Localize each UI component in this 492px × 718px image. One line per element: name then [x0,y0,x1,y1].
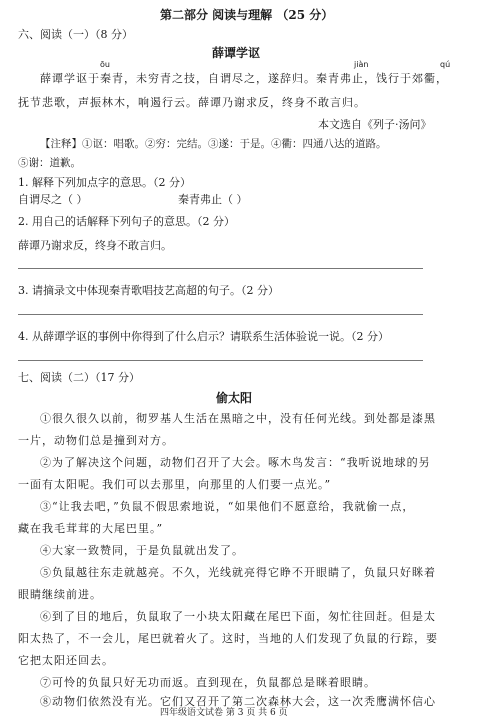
page-footer: 四年级语文试卷 第 3 页 共 6 页 [160,708,288,718]
question-2-sentence: 薛谭乃谢求反，终身不敢言归。 [18,239,172,252]
passage-line: ⑥到了目的地后，负鼠取了一小块太阳藏在尾巴下面，匆忙往回赶。但是太 [40,610,436,623]
passage-line: 阳太热了，不一会儿，尾巴就着火了。这时，当地的人们发现了负鼠的行踪，要 [18,632,438,645]
annotation-line: ⑤谢：道歉。 [18,157,81,169]
question-3: 3. 请摘录文中体现秦青歌唱技艺高超的句子。（2 分） [18,284,279,297]
passage-line: ①很久很久以前，彻罗基人生活在黑暗之中，没有任何光线。到处都是漆黑 [40,412,436,425]
answer-line[interactable] [18,360,423,361]
pinyin-jian: jiàn [354,60,369,69]
question-1-item-b: 秦青弗止（ ） [178,193,248,206]
question-2: 2. 用自己的话解释下列句子的意思。（2 分） [18,215,235,228]
passage-line: 薛谭学讴于秦青，未穷青之技，自谓尽之，遂辞归。秦青弗止，饯行于郊衢， [40,72,448,85]
passage-line: ⑤负鼠越往东走就越亮。不久，光线就亮得它睁不开眼睛了，负鼠只好眯着 [40,566,436,579]
passage-line: ⑧动物们依然没有光。它们又召开了第二次森林大会，这一次秃鹰满怀信心 [40,695,436,708]
passage-line: 它把太阳还回去。 [18,654,114,667]
passage-line: 眼睛继续前进。 [18,588,102,601]
part-header: 第二部分 阅读与理解 （25 分） [160,8,334,22]
passage-line: 一片，动物们总是撞到对方。 [18,434,174,447]
passage-line: ②为了解决这个问题，动物们召开了大会。啄木鸟发言：“我听说地球的另 [40,456,431,469]
passage-line: 藏在我毛茸茸的大尾巴里。” [18,522,164,535]
passage-title: 偷太阳 [216,391,253,405]
passage-line: ③“让我去吧，”负鼠不假思索地说，“如果他们不愿意给，我就偷一点， [40,500,415,513]
answer-line[interactable] [18,314,423,315]
passage-line: ④大家一致赞同，于是负鼠就出发了。 [40,544,244,557]
annotation-line: 【注释】①讴：唱歌。②穷：完结。③遂：于是。④衢：四通八达的道路。 [40,138,387,150]
pinyin-qu: qú [440,60,451,69]
section-heading-reading-2: 七、阅读（二）（17 分） [18,371,140,384]
answer-line[interactable] [18,268,423,269]
passage-title: 薛谭学讴 [212,46,261,60]
source-note: 本文选自《列子·汤问》 [318,118,432,131]
question-1-item-a: 自谓尽之（ ） [18,193,88,206]
pinyin-ou: ōu [100,60,110,69]
section-heading-reading-1: 六、阅读（一）（8 分） [18,28,133,41]
question-1: 1. 解释下列加点字的意思。（2 分） [18,176,191,189]
question-4: 4. 从薛谭学讴的事例中你得到了什么启示？请联系生活体验说一说。（2 分） [18,330,389,343]
passage-line: ⑦可怜的负鼠只好无功而返。直到现在，负鼠都总是眯着眼睛。 [40,676,376,689]
passage-line: 一面有太阳呢。我们可以去那里，向那里的人们要一点光。” [18,478,332,491]
passage-line: 抚节悲歌，声振林木，响遏行云。薛谭乃谢求反，终身不敢言归。 [18,96,366,109]
